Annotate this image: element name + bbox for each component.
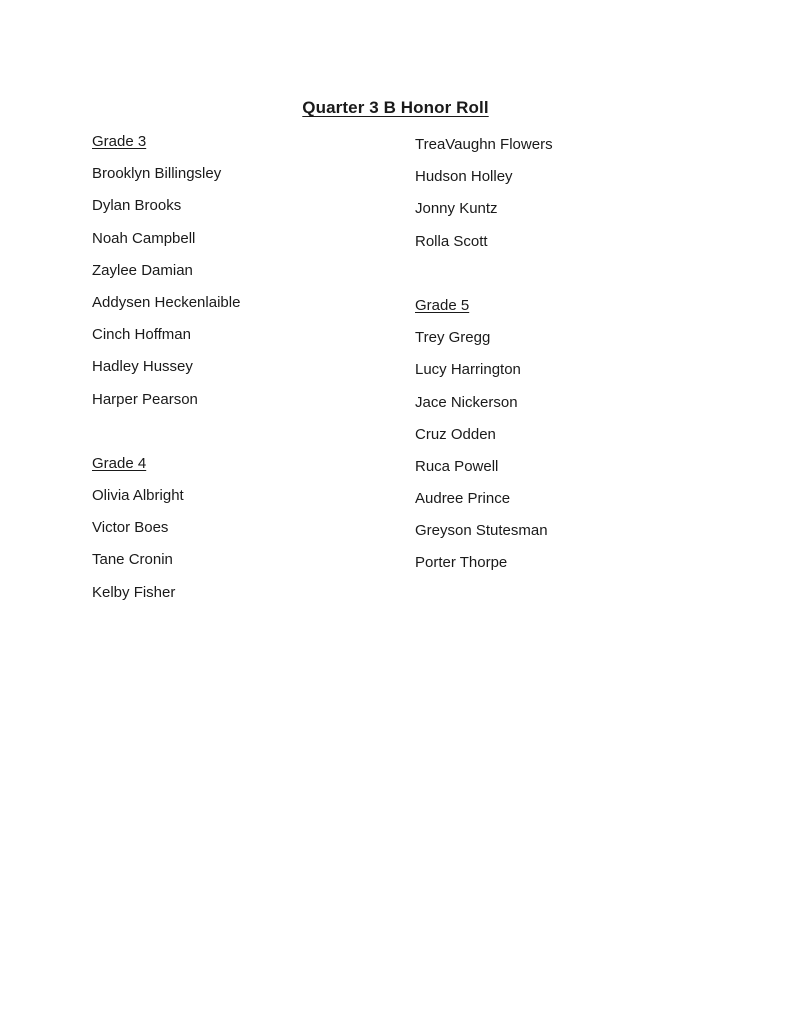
student-name: Victor Boes — [92, 519, 169, 537]
student-name: Cinch Hoffman — [92, 326, 191, 344]
grade-5-heading: Grade 5 — [415, 296, 470, 314]
student-name: Hadley Hussey — [92, 358, 193, 376]
student-name: Audree Prince — [415, 490, 511, 508]
grade-3-heading: Grade 3 — [92, 133, 147, 150]
student-name: Brooklyn Billingsley — [92, 165, 222, 183]
student-name: Noah Campbell — [92, 229, 196, 247]
student-name: Olivia Albright — [92, 487, 184, 505]
student-name: Tane Cronin — [92, 551, 173, 569]
student-name: Cruz Odden — [415, 425, 496, 443]
student-name: Greyson Stutesman — [415, 522, 548, 540]
student-name: Dylan Brooks — [92, 197, 182, 215]
student-name: Trey Gregg — [415, 329, 491, 347]
student-name: Porter Thorpe — [415, 554, 508, 572]
left-column — [92, 132, 412, 615]
student-name: Zaylee Damian — [92, 261, 193, 279]
student-name: Lucy Harrington — [415, 361, 521, 379]
student-name: Addysen Heckenlaible — [92, 293, 241, 311]
right-column — [415, 135, 735, 586]
grade-4-heading: Grade 4 — [92, 454, 147, 472]
student-name: TreaVaughn Flowers — [415, 136, 553, 153]
student-name: Jace Nickerson — [415, 393, 518, 411]
student-name: Rolla Scott — [415, 232, 488, 250]
student-name: Ruca Powell — [415, 457, 499, 475]
student-name: Kelby Fisher — [92, 583, 176, 601]
section-spacer — [92, 422, 412, 454]
page-title: Quarter 3 B Honor Roll — [302, 98, 489, 117]
section-spacer — [415, 264, 735, 296]
student-name: Hudson Holley — [415, 168, 513, 186]
student-name: Jonny Kuntz — [415, 200, 498, 218]
student-name: Harper Pearson — [92, 390, 198, 408]
